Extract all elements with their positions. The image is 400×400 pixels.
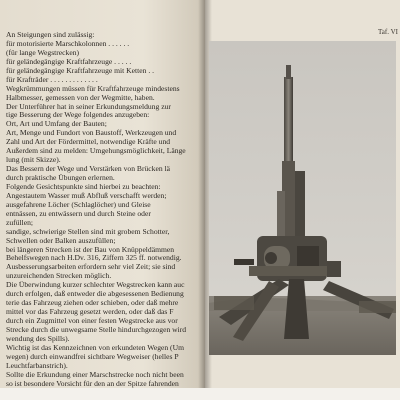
text-line: Die Überwindung kurzer schlechter Wegstrecken kann auc — [6, 280, 185, 290]
text-line: lung (mit Skizze). — [6, 155, 61, 165]
text-line: Angestautem Wasser muß Abfluß verschafft werden; — [6, 190, 167, 200]
bottom-margin — [0, 388, 400, 400]
text-line: unzureichenden Strecken möglich. — [6, 271, 112, 281]
text-line: (für lange Wegstrecken) — [6, 47, 80, 57]
text-line: für geländegängige Kraftfahrzeuge . . . . . — [6, 56, 132, 66]
text-line: Behelfswegen nach H.Dv. 316, Ziffern 325 ff. notwendig. — [6, 253, 182, 263]
text-line: zufüllen; — [6, 217, 33, 227]
text-line: mittel vor das Fahrzeug gesetzt werden, oder daß das F — [6, 307, 174, 317]
text-line: Außerdem sind zu melden: Umgehungsmöglichkeit, Länge — [6, 146, 186, 156]
text-line: entnässen, zu entwässern und durch Steine oder — [6, 208, 151, 218]
text-line: durch erfolgen, daß entweder die abgesessenen Bedienung — [6, 289, 184, 299]
text-line: für Krafträder . . . . . . . . . . . . . — [6, 74, 98, 84]
text-line: terie das Fahrzeug ziehen oder schieben, oder daß mehre — [6, 298, 179, 308]
text-line: Wegkrümmungen müssen für Kraftfahrzeuge mindestens — [6, 83, 180, 93]
text-line: Schwellen oder Balken auszufüllen; — [6, 235, 116, 245]
anti-aircraft-gun-photo — [209, 41, 396, 355]
text-line: tige Besserung der Wege folgendes anzugeben: — [6, 110, 150, 120]
text-line: durch praktische Übungen erlernen. — [6, 173, 115, 182]
text-line: wendung des Spills). — [6, 333, 70, 343]
text-line: An Steigungen sind zulässig: — [6, 30, 95, 39]
text-line: sandige, schwierige Stellen sind mit grobem Schotter, — [6, 226, 170, 236]
text-line: Der Unterführer hat in seiner Erkundungsmeldung zur — [6, 101, 171, 111]
text-line: Folgende Gesichtspunkte sind hierbei zu beachten: — [6, 181, 161, 191]
text-line: Strecke durch die unwegsame Stelle hindurchgezogen wird — [6, 324, 187, 334]
text-line: Halbmesser, gemessen von der Wegmitte, haben. — [6, 92, 155, 102]
text-line: Zahl und Art der Fördermittel, notwendige Kräfte und — [6, 137, 171, 147]
text-line: ausgefahrene Löcher (Schlaglöcher) und Gleise — [6, 199, 151, 209]
text-line: Art, Menge und Fundort von Baustoff, Werkzeugen und — [6, 128, 177, 138]
text-line: Wichtig ist das Kennzeichnen von erkundeten Wegen (Um — [6, 342, 184, 352]
text-line: für geländegängige Kraftfahrzeuge mit Ketten . . — [6, 65, 155, 75]
text-line: Sollte die Erkundung einer Marschstrecke noch nicht been — [6, 369, 184, 379]
text-line: wegen) durch einwandfrei sichtbare Wegweiser (helles P — [6, 351, 179, 361]
text-column — [6, 31, 205, 397]
text-line: bei längeren Strecken ist der Bau von Knüppeldämmen — [6, 244, 175, 254]
text-line: durch ein Zugmittel von einer festen Wegstrecke aus vor — [6, 316, 178, 325]
page-number: Taf. VI — [378, 28, 398, 36]
text-line: Das Bessern der Wege und Verstärken von Brücken lä — [6, 164, 171, 174]
text-line: Leuchtfarbanstrich). — [6, 360, 68, 370]
text-line: Ort, Art und Umfang der Bauten; — [6, 119, 107, 129]
text-line: für motorisierte Marschkolonnen . . . . . . — [6, 38, 130, 48]
text-line: Ausbesserungsarbeiten erfordern sehr viel Zeit; sie sind — [6, 262, 176, 272]
text-line: so ist besondere Vorsicht für den an der Spitze fahrenden — [6, 378, 179, 388]
